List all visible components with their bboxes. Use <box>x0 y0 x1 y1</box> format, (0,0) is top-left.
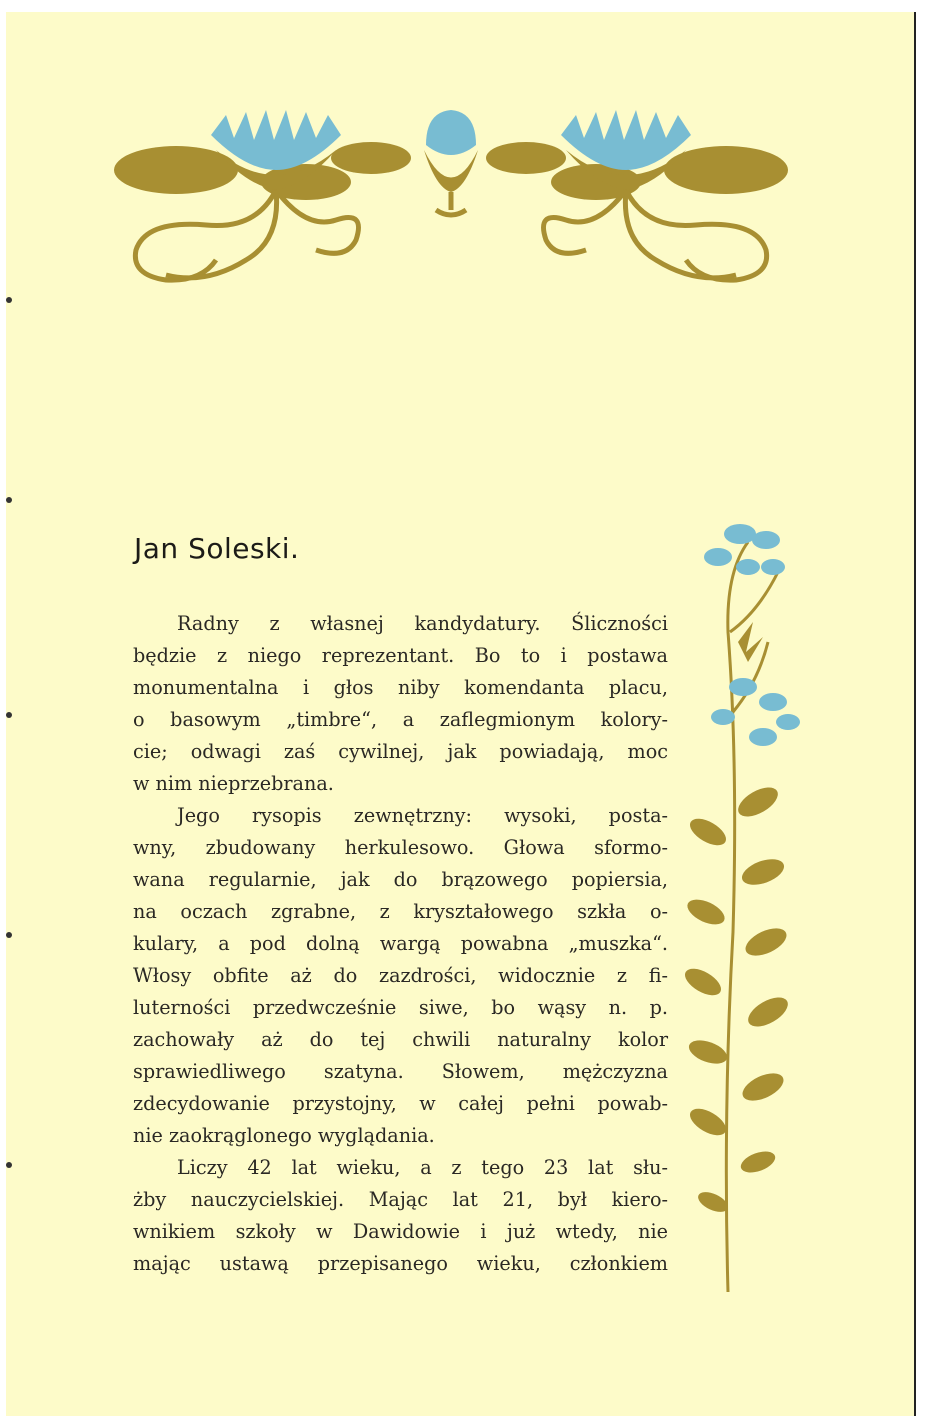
text-line: będzie z niego reprezentant. Bo to i postawa <box>133 644 668 667</box>
flowering-plant-ornament-icon <box>678 512 818 1302</box>
edge-mark <box>6 297 12 303</box>
text-line: nie zaokrąglonego wyglądania. <box>133 1124 435 1147</box>
book-page <box>6 12 916 1416</box>
text-line: o basowym „timbre“, a zaflegmionym kolory- <box>133 708 668 731</box>
text-line: Radny z własnej kandydatury. Śliczności <box>177 612 668 635</box>
text-line: kulary, a pod dolną wargą powabna „muszka“. <box>133 932 668 955</box>
edge-mark <box>6 932 12 938</box>
text-line: monumentalna i głos niby komendanta placu, <box>133 676 668 699</box>
paragraph <box>133 1152 668 1280</box>
page-title: Jan Soleski. <box>134 532 300 565</box>
paragraph <box>133 800 668 1152</box>
edge-mark <box>6 712 12 718</box>
text-line: wny, zbudowany herkulesowo. Głowa sformo- <box>133 836 668 859</box>
text-line: wnikiem szkoły w Dawidowie i już wtedy, nie <box>133 1220 668 1243</box>
text-line: Jego rysopis zewnętrzny: wysoki, posta- <box>177 804 668 827</box>
text-line: mając ustawą przepisanego wieku, członkiem <box>133 1252 668 1275</box>
edge-mark <box>6 497 12 503</box>
text-line: Liczy 42 lat wieku, a z tego 23 lat słu- <box>177 1156 668 1179</box>
text-line: w nim nieprzebrana. <box>133 772 334 795</box>
water-lily-ornament-icon <box>106 110 796 310</box>
edge-mark <box>6 1162 12 1168</box>
text-line: Włosy obfite aż do zazdrości, widocznie z fi- <box>133 964 668 987</box>
body-text <box>133 608 668 1280</box>
text-line: zdecydowanie przystojny, w całej pełni powab- <box>133 1092 668 1115</box>
text-line: luterności przedwcześnie siwe, bo wąsy n. p. <box>133 996 668 1019</box>
text-line: żby nauczycielskiej. Mając lat 21, był kiero- <box>133 1188 668 1211</box>
paragraph <box>133 608 668 800</box>
text-line: cie; odwagi zaś cywilnej, jak powiadają, moc <box>133 740 668 763</box>
text-line: zachowały aż do tej chwili naturalny kolor <box>133 1028 668 1051</box>
text-line: sprawiedliwego szatyna. Słowem, mężczyzna <box>133 1060 668 1083</box>
text-line: na oczach zgrabne, z kryształowego szkła o- <box>133 900 668 923</box>
text-line: wana regularnie, jak do brązowego popiersia, <box>133 868 668 891</box>
